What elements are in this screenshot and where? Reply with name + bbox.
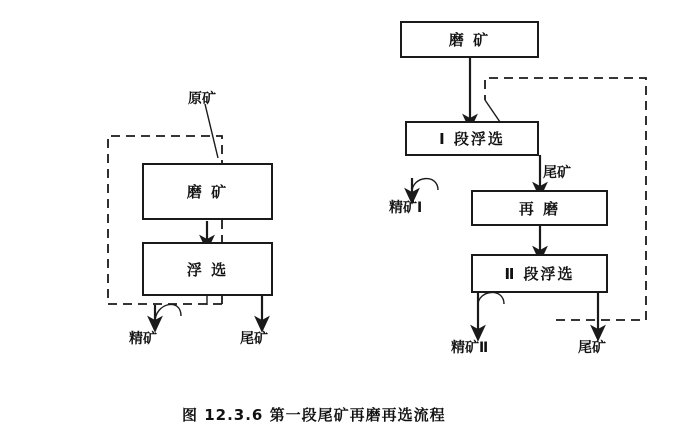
right-box-regrinding — [471, 190, 608, 226]
left-label-concentrate: 精矿 — [129, 331, 157, 347]
right-box-grinding-label: 磨 矿 — [448, 31, 491, 49]
right-box-flotation-stage-2 — [471, 254, 608, 293]
left-label-tailings: 尾矿 — [240, 331, 268, 347]
right-label-concentrate-1: 精矿Ⅰ — [389, 200, 423, 216]
left-box-flotation — [142, 242, 273, 296]
left-box-grinding — [142, 163, 273, 220]
left-label-raw-ore: 原矿 — [188, 91, 216, 107]
right-box-regrinding-label: 再 磨 — [518, 199, 561, 218]
right-box-grinding — [400, 21, 539, 58]
right-label-tailings-stage-1: 尾矿 — [543, 165, 571, 181]
left-box-flotation-label: 浮 选 — [186, 260, 229, 279]
right-box-flotation-stage-1 — [405, 121, 539, 156]
right-label-concentrate-2: 精矿Ⅱ — [451, 340, 489, 356]
figure-caption: 图 12.3.6 第一段尾矿再磨再选流程 — [182, 406, 446, 424]
right-box-flotation-stage-2-label: Ⅱ 段浮选 — [504, 265, 575, 283]
right-label-tailings-final: 尾矿 — [578, 340, 606, 356]
left-box-grinding-label: 磨 矿 — [186, 183, 229, 201]
right-box-flotation-stage-1-label: Ⅰ 段浮选 — [439, 130, 505, 148]
